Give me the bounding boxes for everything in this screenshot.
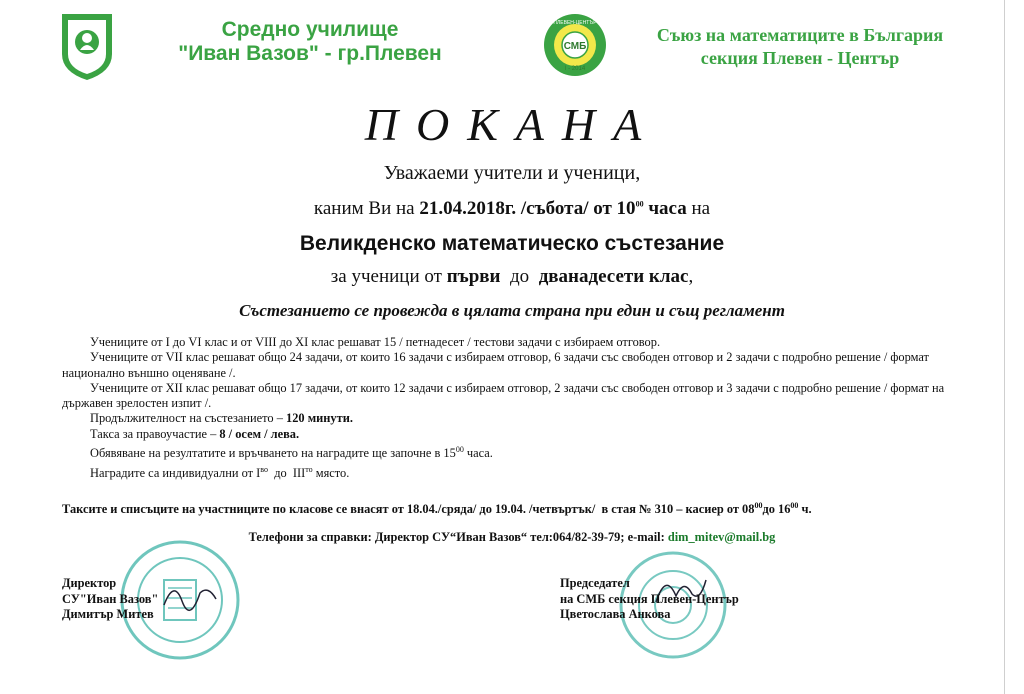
duration-line: Продължителност на състезанието – 120 минути. — [90, 411, 353, 426]
fee-line: Такса за правоучастие – 8 / осем / лева. — [90, 426, 300, 441]
smb-logo-icon — [542, 12, 608, 78]
school-name: Средно училище "Иван Вазов" - гр.Плевен — [178, 18, 442, 65]
signature-icon — [160, 575, 220, 615]
prizes-line: Наградите са индивидуални от $I^{во}$ до $III^{то}$ място. — [90, 464, 350, 480]
rule-paragraph: Учениците от VII клас решават общо 24 задачи, от които 16 задачи с избираем отговор, 6 задачи със свободен отговор и 2 задачи с подробно решение / формат национално външно оценяване /. — [62, 350, 929, 380]
document-title: ПОКАНА — [364, 99, 660, 150]
smb-logo-ring: ПЛЕВЕН-ЦЕНТЪР — [553, 20, 597, 26]
contact-line: Телефони за справки: Директор СУ“Иван Вазов“ тел:064/82-39-79; e-mail: dim_mitev@mail.bg — [248, 530, 776, 544]
regulation-line: Състезанието се провежда в цялата страна при един и същ регламент — [239, 301, 785, 320]
director-signature-block: Директор СУ"Иван Вазов" Димитър Митев — [62, 576, 159, 621]
fees-deadline-line: Таксите и списъците на участниците по класове се внасят от 18.04./сряда/ до 19.04. /четвъртък/ в стая № 310 – касиер от $08^{00}до$ $16^{00}$ ч. — [62, 501, 812, 517]
invitation-line: каним Ви на 21.04.2018г. /събота/ от $10^{00}$ часа на — [313, 198, 711, 219]
audience-line: за ученици от първи до дванадесети клас, — [330, 266, 694, 287]
smb-logo-year: I - 2014 — [564, 66, 586, 72]
rules-text — [62, 335, 952, 481]
rule-paragraph: Учениците от XII клас решават общо 17 задачи, от които 12 задачи с избираем отговор, 2 задачи със свободен отговор и 3 задачи с подробно решение / формат на държавен зрелостен изпит /. — [62, 380, 945, 411]
results-line: Обявяване на резултатите и връчването на наградите ще започне в $15^{00}$ часа. — [90, 445, 493, 461]
rule-paragraph: Учениците от I до VI клас и от VIII до XI клас решават 15 / петнадесет / тестови задачи с избираем отговор. — [90, 335, 661, 349]
greeting: Уважаеми учители и ученици, — [383, 162, 641, 184]
smb-name: Съюз на математиците в България секция Плевен - Център — [656, 25, 944, 68]
smb-logo-text: СМБ — [563, 41, 587, 52]
chairman-signature-block: Председател на СМБ секция Плевен-Център Цветослава Анкова — [560, 576, 739, 621]
school-logo-icon — [58, 10, 116, 82]
competition-name: Великденско математическо състезание — [299, 232, 725, 255]
email-link[interactable]: dim_mitev@mail.bg — [667, 530, 776, 544]
